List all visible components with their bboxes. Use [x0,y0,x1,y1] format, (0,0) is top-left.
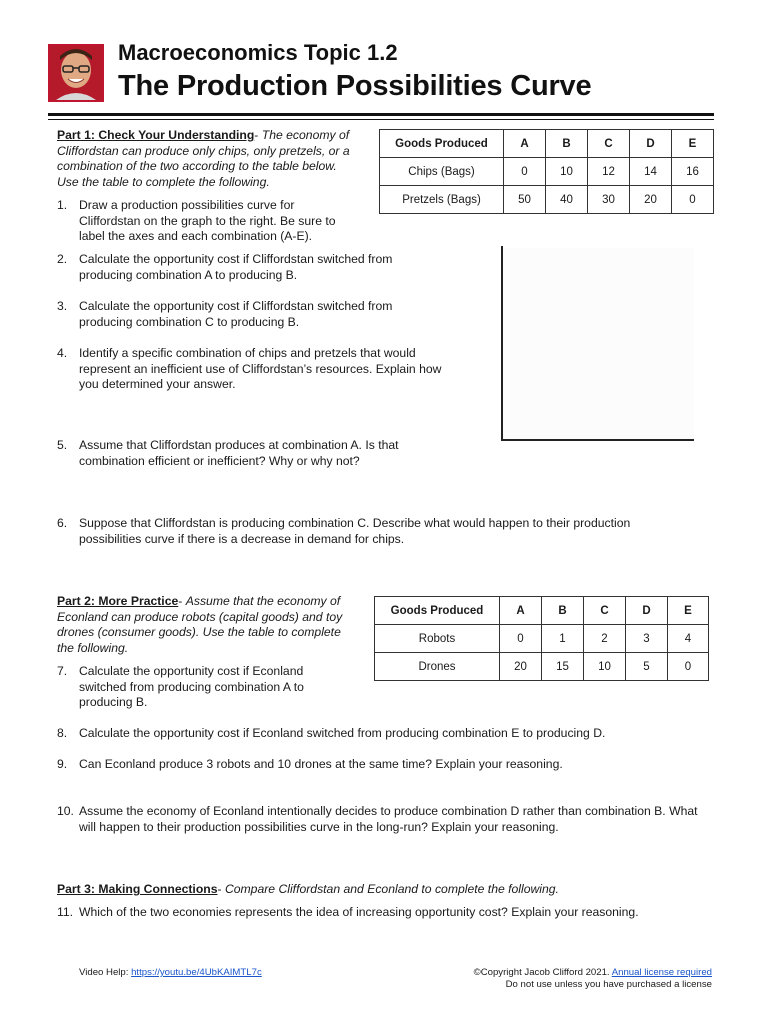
question-6: 6. Suppose that Cliffordstan is producing combination C. Describe what would happen to their production possibilities curve if there is a decrease in demand for chips. [57,516,631,546]
table-cell: Robots [375,625,500,653]
table-header-cell: E [672,130,714,158]
part2-intro-line: Assume that the economy of [185,594,341,608]
table-cell: 5 [626,653,668,681]
table-cell: 20 [630,186,672,214]
author-photo [48,44,104,102]
table-cell: 3 [626,625,668,653]
table-cell: 1 [542,625,584,653]
table-header-cell: C [584,597,626,625]
graph-y-axis [501,246,503,441]
part2-intro-line: Econland can produce robots (capital goods) and toy [57,609,343,624]
econland-table [374,596,709,681]
table-header-cell: A [500,597,542,625]
license-notice: Do not use unless you have purchased a license [505,979,712,990]
question-10: 10. Assume the economy of Econland intentionally decides to produce combination D rather than combination B. What will happen to their production possibilities curve in the long-run? Explain your reasoning. [57,804,698,834]
table-header-cell: Goods Produced [380,130,504,158]
part2-intro: Part 2: More Practice- Assume that the economy of Econland can produce robots (capital goods) and toy drones (consumer goods). Use the table to complete the following. [57,594,343,655]
table-row [380,158,714,186]
topic-subtitle: Macroeconomics Topic 1.2 [118,40,398,65]
license-link[interactable]: Annual license required [611,967,712,978]
table-header-cell: D [626,597,668,625]
question-11: 11. Which of the two economies represents the idea of increasing opportunity cost? Explain your reasoning. [57,905,639,919]
blank-graph-area[interactable] [503,248,694,439]
table-row [375,625,709,653]
video-help-link[interactable]: https://youtu.be/4UbKAIMTL7c [131,967,262,978]
header-divider-thin [48,119,714,120]
table-cell: 30 [588,186,630,214]
table-cell: 10 [584,653,626,681]
question-2: 2. Calculate the opportunity cost if Cliffordstan switched from producing combination A to producing B. [57,252,393,282]
part1-intro: Part 1: Check Your Understanding- The economy of Cliffordstan can produce only chips, only pretzels, or a combination of the two according to the table below. Use the table to complete the following. [57,128,350,189]
question-7: 7. Calculate the opportunity cost if Econland switched from producing combination A to producing B. [57,664,304,710]
table-cell: 10 [546,158,588,186]
question-9: 9. Can Econland produce 3 robots and 10 drones at the same time? Explain your reasoning. [57,757,563,771]
table-cell: Chips (Bags) [380,158,504,186]
part3-intro: Part 3: Making Connections- Compare Cliffordstan and Econland to complete the following. [57,882,559,896]
table-cell: 14 [630,158,672,186]
table-row [375,653,709,681]
part1-heading: Part 1: Check Your Understanding [57,128,255,142]
part3-intro-text: Compare Cliffordstan and Econland to complete the following. [224,882,559,896]
part3-heading: Part 3: Making Connections [57,882,218,896]
question-4: 4. Identify a specific combination of chips and pretzels that would represent an inefficient use of Cliffordstan’s resources. Explain how you determined your answer. [57,346,442,392]
table-header-cell: D [630,130,672,158]
part2-intro-line: drones (consumer goods). Use the table to complete [57,625,341,640]
table-cell: 0 [672,186,714,214]
part2-heading: Part 2: More Practice [57,594,179,608]
table-header-cell: C [588,130,630,158]
part1-intro-line: Cliffordstan can produce only chips, only pretzels, or a [57,143,350,158]
table-cell: 2 [584,625,626,653]
table-header-row [380,130,714,158]
table-header-cell: E [668,597,709,625]
table-cell: 16 [672,158,714,186]
table-header-cell: B [542,597,584,625]
table-cell: Pretzels (Bags) [380,186,504,214]
table-header-row [375,597,709,625]
table-cell: 15 [542,653,584,681]
question-3: 3. Calculate the opportunity cost if Cliffordstan switched from producing combination C to producing B. [57,299,393,329]
table-row [380,186,714,214]
part1-intro-line: combination of the two according to the table below. [57,159,337,174]
graph-x-axis [501,439,694,441]
question-8: 8. Calculate the opportunity cost if Econland switched from producing combination E to producing D. [57,726,606,740]
table-cell: 0 [500,625,542,653]
table-header-cell: Goods Produced [375,597,500,625]
table-cell: 12 [588,158,630,186]
table-header-cell: A [504,130,546,158]
part2-intro-line: the following. [57,640,129,655]
cliffordstan-table [379,129,714,214]
table-cell: 40 [546,186,588,214]
question-5: 5. Assume that Cliffordstan produces at combination A. Is that combination efficient or inefficient? Why or why not? [57,438,399,468]
table-cell: 0 [668,653,709,681]
part1-intro-line: The economy of [261,128,350,142]
table-cell: 20 [500,653,542,681]
question-1: 1. Draw a production possibilities curve for Cliffordstan on the graph to the right. Be sure to label the axes and each combination (A-E). [57,198,336,244]
part1-intro-line: Use the table to complete the following. [57,174,270,189]
table-cell: Drones [375,653,500,681]
header-divider [48,113,714,116]
page-title: The Production Possibilities Curve [118,70,592,102]
author-photo-icon [50,46,102,100]
table-cell: 50 [504,186,546,214]
table-header-cell: B [546,130,588,158]
table-cell: 4 [668,625,709,653]
table-cell: 0 [504,158,546,186]
video-help: Video Help: https://youtu.be/4UbKAIMTL7c [79,967,262,978]
copyright-notice: ©Copyright Jacob Clifford 2021. Annual license required Do not use unless you have purchased a license [473,967,712,990]
